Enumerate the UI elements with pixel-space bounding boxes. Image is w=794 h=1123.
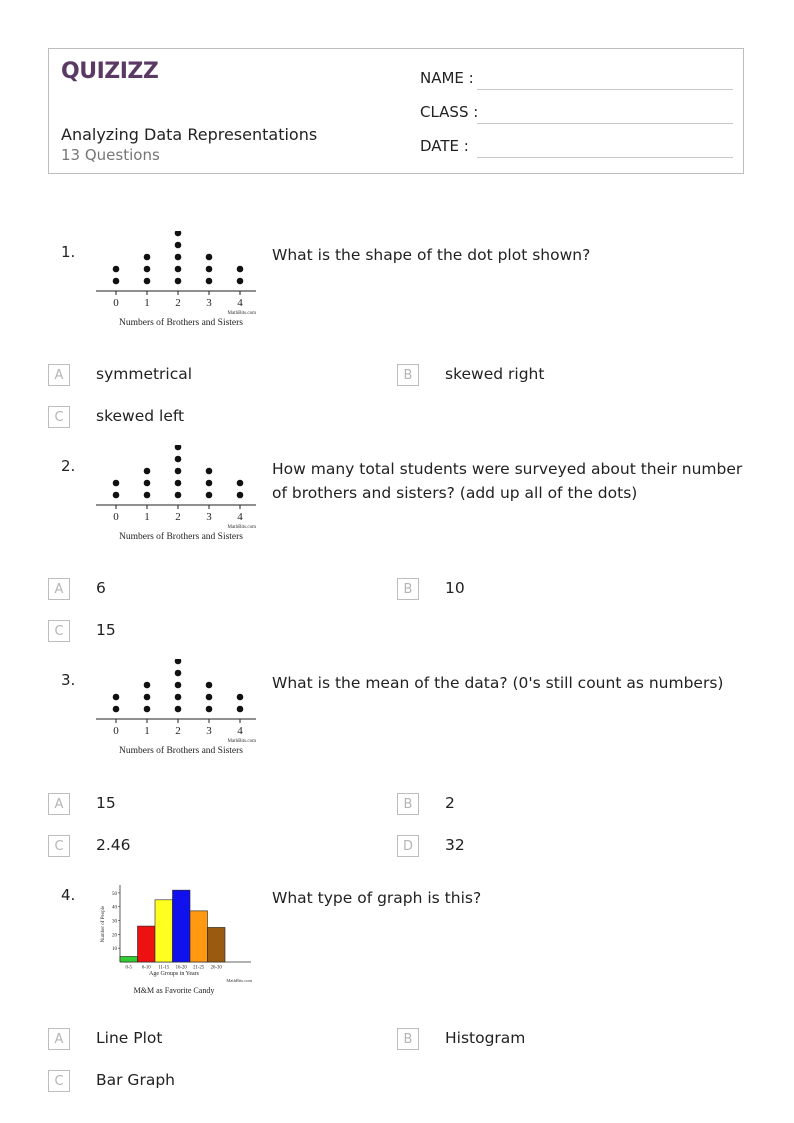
data-dot	[144, 254, 151, 261]
worksheet-title: Analyzing Data Representations	[61, 125, 318, 144]
option-text: 32	[445, 836, 465, 854]
tick-label: 1	[144, 511, 150, 523]
credit-label: MathBits.com	[227, 311, 256, 316]
class-label: CLASS :	[420, 103, 479, 121]
credit-label: MathBits.com	[227, 525, 256, 530]
histogram-bar	[190, 911, 208, 962]
data-dot	[175, 706, 182, 713]
y-tick-label: 10	[112, 947, 117, 953]
tick-label: 4	[237, 511, 243, 523]
option-text: 6	[96, 579, 106, 597]
option-text: 2.46	[96, 836, 131, 854]
option-text: symmetrical	[96, 365, 193, 383]
question-count: 13 Questions	[61, 146, 160, 164]
dot-plot-image	[96, 445, 266, 545]
data-dot	[237, 706, 244, 713]
data-dot	[113, 492, 120, 499]
tick-label: 4	[237, 725, 243, 737]
data-dot	[206, 278, 213, 285]
tick-label: 3	[206, 511, 212, 523]
data-dot	[144, 694, 151, 701]
data-dot	[237, 492, 244, 499]
data-dot	[113, 706, 120, 713]
data-dot	[175, 468, 182, 475]
axis-title: Numbers of Brothers and Sisters	[118, 532, 244, 542]
data-dot	[175, 682, 182, 689]
x-tick-label: 6-10	[141, 965, 151, 971]
question-number: 2.	[61, 457, 76, 475]
data-dot	[206, 694, 213, 701]
tick-label: 3	[206, 725, 212, 737]
data-dot	[237, 480, 244, 487]
tick-label: 2	[175, 725, 181, 737]
tick-label: 4	[237, 297, 243, 309]
data-dot	[175, 480, 182, 487]
option-letter: C	[48, 1070, 70, 1092]
tick-label: 2	[175, 297, 181, 309]
x-tick-label: 16-20	[175, 965, 187, 971]
data-dot	[144, 706, 151, 713]
option-letter: A	[48, 793, 70, 815]
data-dot	[206, 266, 213, 273]
data-dot	[144, 266, 151, 273]
date-label: DATE :	[420, 137, 469, 155]
option-text: skewed right	[445, 365, 545, 383]
data-dot	[144, 492, 151, 499]
data-dot	[175, 492, 182, 499]
question-text: What type of graph is this?	[272, 889, 482, 907]
data-dot	[206, 480, 213, 487]
tick-label: 2	[175, 511, 181, 523]
data-dot	[175, 659, 182, 664]
question-text: What is the mean of the data? (0's still count as numbers)	[272, 674, 724, 692]
class-field[interactable]	[477, 123, 733, 124]
credit-label: MathBits.com	[226, 978, 252, 983]
option-letter: B	[397, 578, 419, 600]
option-letter: C	[48, 406, 70, 428]
y-tick-label: 30	[112, 919, 117, 925]
option-letter: C	[48, 835, 70, 857]
x-axis-title: Age Groups in Years	[149, 971, 199, 977]
data-dot	[113, 266, 120, 273]
data-dot	[113, 480, 120, 487]
data-dot	[175, 266, 182, 273]
data-dot	[175, 694, 182, 701]
data-dot	[175, 456, 182, 463]
name-field[interactable]	[477, 89, 733, 90]
chart-title: M&M as Favorite Candy	[133, 986, 215, 995]
data-dot	[144, 682, 151, 689]
x-tick-label: 21-25	[193, 965, 205, 971]
date-field[interactable]	[477, 157, 733, 158]
option-text: 15	[96, 621, 116, 639]
option-text: skewed left	[96, 407, 185, 425]
option-text: Line Plot	[96, 1029, 163, 1047]
data-dot	[206, 254, 213, 261]
histogram-bar	[173, 890, 191, 962]
tick-label: 0	[113, 511, 119, 523]
option-letter: B	[397, 1028, 419, 1050]
data-dot	[175, 670, 182, 677]
option-letter: B	[397, 364, 419, 386]
option-text: 10	[445, 579, 465, 597]
tick-label: 0	[113, 725, 119, 737]
y-axis-title: Number of People	[101, 905, 106, 943]
x-tick-label: 26-30	[210, 965, 222, 971]
tick-label: 0	[113, 297, 119, 309]
data-dot	[206, 706, 213, 713]
y-tick-label: 20	[112, 933, 117, 939]
data-dot	[144, 278, 151, 285]
tick-label: 3	[206, 297, 212, 309]
data-dot	[175, 445, 182, 450]
data-dot	[237, 266, 244, 273]
worksheet-header	[48, 48, 744, 174]
tick-label: 1	[144, 725, 150, 737]
option-text: 2	[445, 794, 455, 812]
credit-label: MathBits.com	[227, 739, 256, 744]
x-tick-label: 0-5	[125, 965, 132, 971]
data-dot	[113, 278, 120, 285]
name-label: NAME :	[420, 69, 474, 87]
histogram-image	[96, 882, 261, 1000]
data-dot	[237, 694, 244, 701]
data-dot	[206, 468, 213, 475]
question-text: What is the shape of the dot plot shown?	[272, 246, 591, 264]
option-text: Histogram	[445, 1029, 526, 1047]
data-dot	[237, 278, 244, 285]
histogram-bar	[120, 956, 138, 962]
question-number: 4.	[61, 886, 76, 904]
option-letter: A	[48, 1028, 70, 1050]
question-number: 3.	[61, 671, 76, 689]
data-dot	[175, 242, 182, 249]
histogram-bar	[208, 927, 226, 962]
data-dot	[144, 480, 151, 487]
data-dot	[175, 231, 182, 236]
option-letter: D	[397, 835, 419, 857]
data-dot	[144, 468, 151, 475]
option-text: 15	[96, 794, 116, 812]
data-dot	[206, 492, 213, 499]
y-tick-label: 50	[112, 891, 117, 897]
option-letter: A	[48, 578, 70, 600]
data-dot	[113, 694, 120, 701]
y-tick-label: 40	[112, 905, 117, 911]
tick-label: 1	[144, 297, 150, 309]
question-number: 1.	[61, 243, 76, 261]
quizizz-logo: QUIZIZZ	[61, 59, 159, 84]
option-letter: C	[48, 620, 70, 642]
data-dot	[175, 254, 182, 261]
option-letter: A	[48, 364, 70, 386]
dot-plot-image	[96, 231, 266, 331]
histogram-bar	[138, 926, 156, 962]
data-dot	[175, 278, 182, 285]
x-tick-label: 11-15	[158, 965, 170, 971]
question-text: How many total students were surveyed about their number of brothers and sisters? (add up all of the dots)	[272, 460, 743, 502]
dot-plot-image	[96, 659, 266, 759]
histogram-bar	[155, 900, 173, 962]
axis-title: Numbers of Brothers and Sisters	[118, 318, 244, 328]
axis-title: Numbers of Brothers and Sisters	[118, 746, 244, 756]
data-dot	[206, 682, 213, 689]
option-letter: B	[397, 793, 419, 815]
option-text: Bar Graph	[96, 1071, 175, 1089]
